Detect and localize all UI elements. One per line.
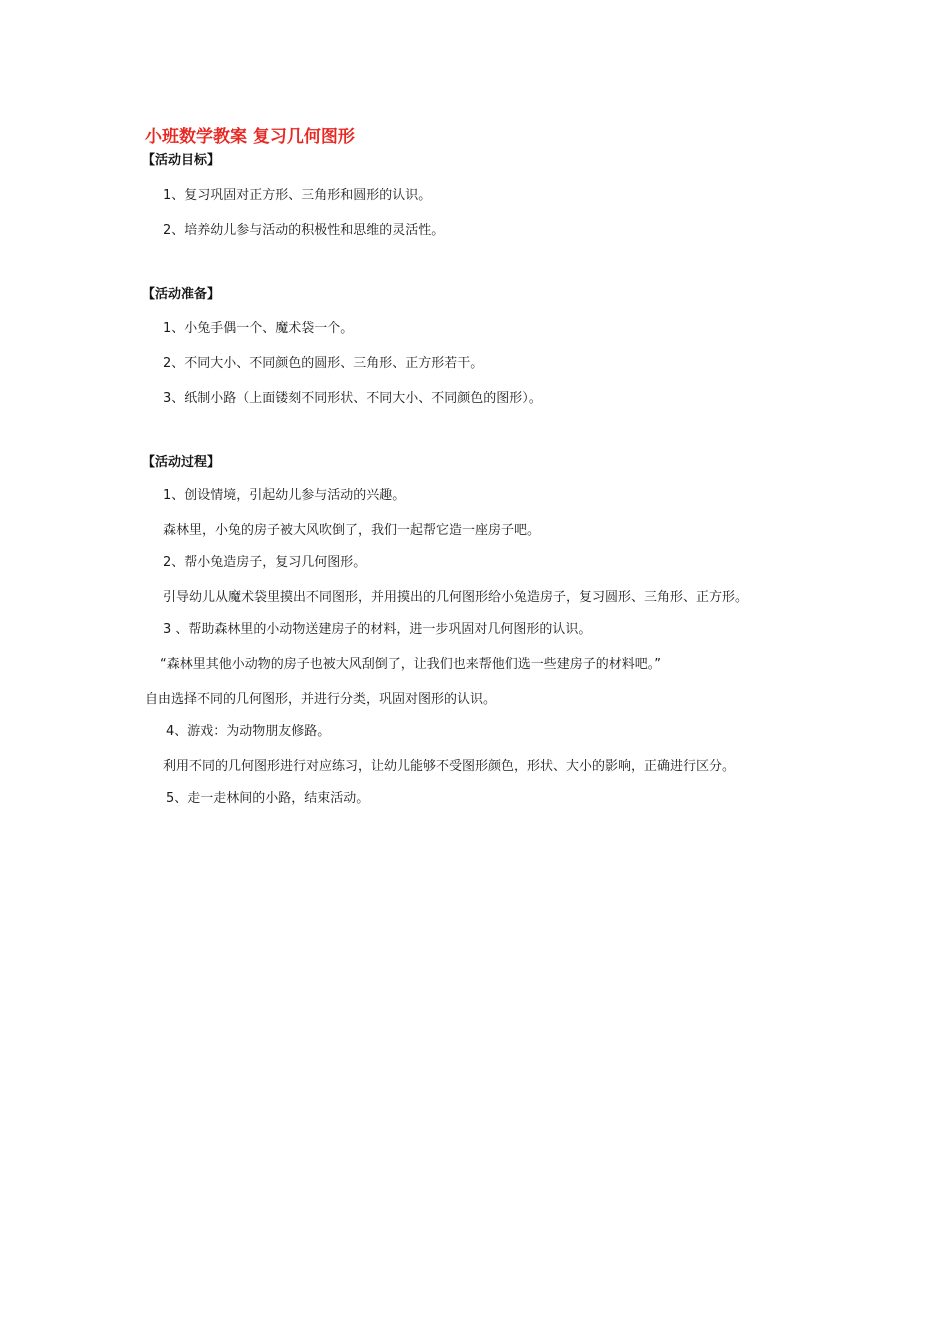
- preparation-item-1: 1、小兔手偶一个、魔术袋一个。: [163, 321, 354, 336]
- process-line-1: 1、创设情境，引起幼儿参与活动的兴趣。: [163, 488, 406, 503]
- process-line-9: 利用不同的几何图形进行对应练习，让幼儿能够不受图形颜色，形状、大小的影响，正确进行区分。: [163, 759, 736, 774]
- preparation-item-3: 3、纸制小路（上面镂刻不同形状、不同大小、不同颜色的图形）。: [163, 391, 542, 406]
- document-title: 小班数学教案 复习几何图形: [145, 127, 355, 147]
- process-line-8: 4、游戏：为动物朋友修路。: [166, 724, 331, 739]
- process-line-4: 引导幼儿从魔术袋里摸出不同图形，并用摸出的几何图形给小兔造房子，复习圆形、三角形、正方形。: [163, 590, 749, 605]
- process-line-7: 自由选择不同的几何图形，并进行分类，巩固对图形的认识。: [145, 692, 497, 707]
- section-heading-preparation: 【活动准备】: [142, 287, 221, 302]
- preparation-item-2: 2、不同大小、不同颜色的圆形、三角形、正方形若干。: [163, 356, 484, 371]
- goals-item-2: 2、培养幼儿参与活动的积极性和思维的灵活性。: [163, 223, 445, 238]
- goals-item-1: 1、复习巩固对正方形、三角形和圆形的认识。: [163, 188, 432, 203]
- process-line-10: 5、走一走林间的小路，结束活动。: [166, 791, 370, 806]
- section-heading-goals: 【活动目标】: [142, 153, 221, 168]
- process-line-6: “森林里其他小动物的房子也被大风刮倒了，让我们也来帮他们选一些建房子的材料吧。”: [160, 657, 661, 672]
- process-line-2: 森林里，小兔的房子被大风吹倒了，我们一起帮它造一座房子吧。: [163, 523, 541, 538]
- process-line-5: 3 、帮助森林里的小动物送建房子的材料，进一步巩固对几何图形的认识。: [163, 622, 592, 637]
- process-line-3: 2、帮小兔造房子，复习几何图形。: [163, 555, 367, 570]
- section-heading-process: 【活动过程】: [142, 455, 221, 470]
